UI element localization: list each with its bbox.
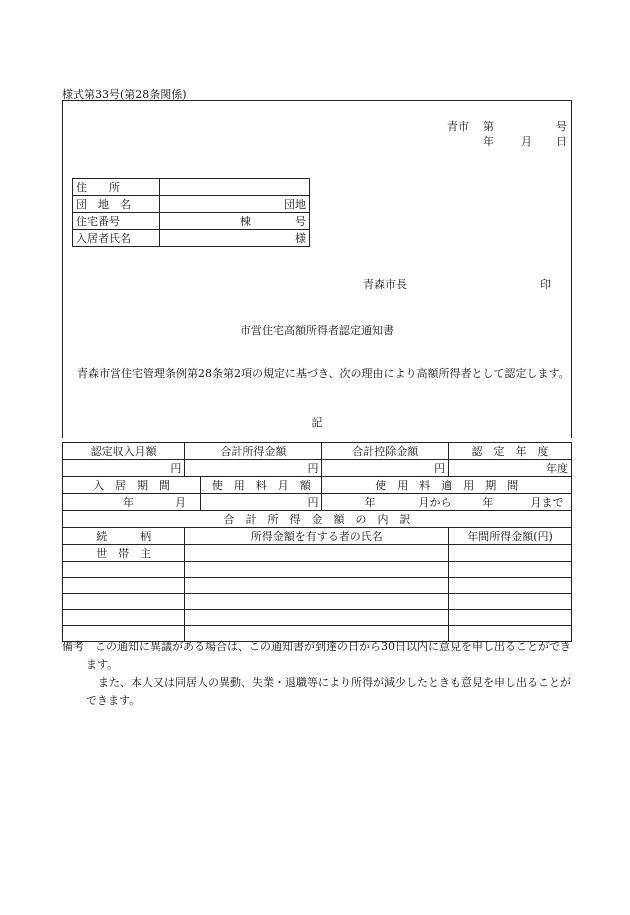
- house-number-value: 棟 号: [160, 213, 310, 230]
- name-cell: [185, 578, 449, 594]
- header-cell: 使 用 料 月 額: [201, 477, 322, 494]
- header-cell: 認 定 年 度: [449, 443, 572, 460]
- header-cell: 続 柄: [63, 528, 185, 545]
- address-label: 住 所: [73, 179, 160, 196]
- table-row: [63, 528, 572, 545]
- notes: [62, 638, 574, 710]
- value-cell: 円: [185, 460, 322, 477]
- header-cell: 認定収入月額: [63, 443, 185, 460]
- period-year-to: 年: [482, 496, 494, 509]
- period-cell: [322, 494, 572, 511]
- table-row: [63, 443, 572, 460]
- rent-cell: 円: [201, 494, 322, 511]
- relation-cell: [63, 562, 185, 578]
- table-row: [63, 562, 572, 578]
- note-line-1: [62, 638, 574, 674]
- period-month-from: 月から: [418, 496, 452, 509]
- ki-label: 記: [311, 416, 323, 429]
- name-cell: [185, 610, 449, 626]
- go-label: 号: [556, 120, 567, 133]
- resident-name-value: 様: [160, 230, 310, 247]
- table-row: [63, 594, 572, 610]
- note-text-1: この通知に異議がある場合は、この通知書が到達の日から30日以内に意見を申し出ることができます。: [86, 640, 571, 671]
- resident-name-label: 入居者氏名: [73, 230, 160, 247]
- house-number-label: 住宅番号: [73, 213, 160, 230]
- address-box: [72, 178, 310, 247]
- income-cell: [449, 545, 572, 562]
- city-prefix: 青市: [447, 120, 469, 133]
- note-line-2: [62, 674, 574, 710]
- move-in-month: 月: [175, 496, 186, 509]
- table-row: [63, 494, 572, 511]
- body-text-content: 青森市営住宅管理条例第28条第2項の規定に基づき、次の理由により高額所得者として認定します。: [77, 367, 570, 380]
- income-cell: [449, 610, 572, 626]
- day-label: 日: [556, 135, 567, 148]
- header-cell: 使 用 料 適 用 期 間: [322, 477, 572, 494]
- name-cell: [185, 545, 449, 562]
- complex-label: 団 地 名: [73, 196, 160, 213]
- address-value: [160, 179, 310, 196]
- income-table: [62, 442, 572, 642]
- header-cell: 年間所得金額(円): [449, 528, 572, 545]
- name-cell: [185, 562, 449, 578]
- month-label: 月: [521, 135, 532, 148]
- table-row: [63, 477, 572, 494]
- document-title: 市営住宅高額所得者認定通知書: [240, 324, 394, 337]
- header-cell: 入 居 期 間: [63, 477, 201, 494]
- value-cell: 年度: [449, 460, 572, 477]
- document-frame: [62, 100, 572, 438]
- value-cell: 円: [322, 460, 449, 477]
- note-label: 備考: [62, 640, 84, 653]
- period-year-from: 年: [364, 496, 376, 509]
- income-cell: [449, 594, 572, 610]
- body-text: [66, 366, 570, 382]
- seal-mark: 印: [540, 278, 551, 291]
- table-row: [63, 460, 572, 477]
- relation-cell: [63, 594, 185, 610]
- note-text-2: また、本人又は同居人の異動、失業・退職等により所得が減少したときも意見を申し出ることができます。: [86, 676, 571, 707]
- move-in-year: 年: [123, 496, 134, 509]
- header-cell: 合計控除金額: [322, 443, 449, 460]
- table-row: [63, 578, 572, 594]
- period-month-to: 月まで: [530, 496, 564, 509]
- header-cell: 所得金額を有する者の氏名: [185, 528, 449, 545]
- dai-label: 第: [483, 120, 494, 133]
- mayor-title: 青森市長: [363, 278, 407, 291]
- table-row: [63, 511, 572, 528]
- value-cell: 円: [63, 460, 185, 477]
- year-label: 年: [483, 135, 494, 148]
- income-cell: [449, 578, 572, 594]
- relation-cell: [63, 578, 185, 594]
- table-row: [63, 610, 572, 626]
- move-in-cell: [63, 494, 201, 511]
- complex-value: 団地: [160, 196, 310, 213]
- income-cell: [449, 562, 572, 578]
- header-cell: 合計所得金額: [185, 443, 322, 460]
- relation-cell: [63, 610, 185, 626]
- breakdown-title: 合 計 所 得 金 額 の 内 訳: [63, 511, 572, 528]
- form-header: 様式第33号(第28条関係): [62, 88, 187, 101]
- relation-cell: 世 帯 主: [63, 545, 185, 562]
- table-row: [63, 545, 572, 562]
- name-cell: [185, 594, 449, 610]
